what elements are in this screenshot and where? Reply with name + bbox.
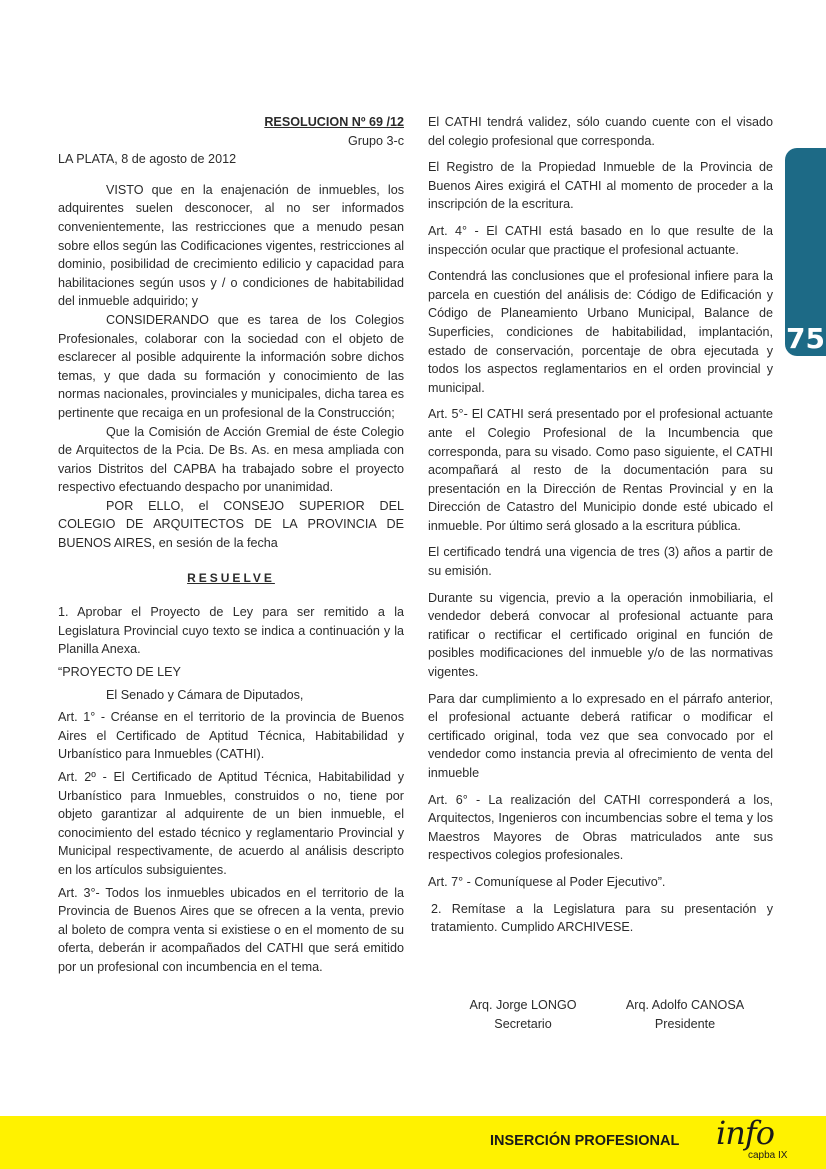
- page-number: 75: [786, 322, 825, 355]
- senado-line: El Senado y Cámara de Diputados,: [106, 687, 304, 702]
- conclusions-paragraph: Contendrá las conclusiones que el profesional infiere para la parcela en cuestión del análisis de: Código de Edificación y Código de Planeamiento Urbano Municipal, Balance de Superficies, condiciones de habitabilidad, implantación, estado de conservación, porcentaje de obra ejecutada y todos los aspectos reglamentarios en el orden provincial y municipal.: [428, 269, 773, 395]
- resolution-title: RESOLUCION Nº 69 /12: [264, 115, 404, 129]
- punto-2: 2. Remítase a la Legislatura para su presentación y tratamiento. Cumplido ARCHIVESE.: [431, 901, 773, 935]
- article-7: Art. 7° - Comuníquese al Poder Ejecutivo”.: [428, 874, 666, 889]
- por-ello-paragraph: POR ELLO, el CONSEJO SUPERIOR DEL COLEGIO DE ARQUITECTOS DE LA PROVINCIA DE BUENOS AIRES, en sesión de la fecha: [58, 498, 404, 551]
- visto-paragraph: VISTO que en la enajenación de inmuebles, los adquirentes suelen desconocer, al no ser informados convenientemente, las restricciones que a menudo pesan sobre ellos según las Codificaciones vigentes, restricciones al dominio, posibilidad de crecimiento edilicio y capacidad para habilitaciones según usos y / o condiciones de habitabilidad del inmueble adquirido; y: [58, 182, 404, 309]
- info-capba-logo: [712, 1114, 812, 1166]
- validity-paragraph: El CATHI tendrá validez, sólo cuando cuente con el visado del colegio profesional que corresponda.: [428, 115, 773, 148]
- que-paragraph: Que la Comisión de Acción Gremial de éste Colegio de Arquitectos de la Pcia. De Bs. As. en mesa ampliada con varios Distritos del CAPBA ha trabajado sobre el proyecto respectivo efectuando despacho por unanimidad.: [58, 424, 404, 495]
- signature-secretary: [448, 996, 598, 1034]
- left-column: [58, 113, 404, 977]
- cumplimiento-paragraph: Para dar cumplimiento a lo expresado en el párrafo anterior, el profesional actuante deberá ratificar o modificar el certificado original, toda vez que sea convocado por el vendedor como instancia previa al ofrecimiento de venta del inmueble: [428, 691, 773, 780]
- punto-1: 1. Aprobar el Proyecto de Ley para ser remitido a la Legislatura Provincial cuyo texto se indica a continuación y la Planilla Anexa.: [58, 605, 404, 657]
- article-4: Art. 4° - El CATHI está basado en lo que resulte de la inspección ocular que practique el profesional actuante.: [428, 223, 773, 257]
- section-label: INSERCIÓN PROFESIONAL: [490, 1133, 680, 1149]
- logo-word: info: [716, 1114, 774, 1152]
- resolution-group: Grupo 3-c: [348, 133, 404, 148]
- article-6: Art. 6° - La realización del CATHI corresponderá a los, Arquitectos, Ingenieros con incumbencias sobre el tema y los Maestros Mayores de Obras matriculados ante sus respectivos colegios profesionales.: [428, 792, 773, 863]
- article-3: Art. 3°- Todos los inmuebles ubicados en el territorio de la Provincia de Buenos Aires que se ofrecen a la venta, previo al boleto de compra venta si existiese o en el momento de su oferta, deberán ir acompañados del CATHI que será emitido por un profesional con incumbencia en el tema.: [58, 885, 404, 974]
- signature-president: [610, 996, 760, 1034]
- signature-name: Arq. Jorge LONGO: [469, 998, 577, 1012]
- resuelve-heading: RESUELVE: [187, 570, 275, 585]
- signature-name: Arq. Adolfo CANOSA: [625, 998, 745, 1012]
- place-date: LA PLATA, 8 de agosto de 2012: [58, 152, 237, 167]
- article-5: Art. 5°- El CATHI será presentado por el profesional actuante ante el Colegio Profesional de la Incumbencia que corresponda, para su visado. Como paso siguiente, el CATHI acompañará al resto de la documentación para su presentación en la Dirección de Rentas Provincial y en la Dirección de Catastro del Municipio donde esté ubicado el inmueble. Por último será glosado a la escritura pública.: [428, 407, 773, 533]
- signature-role: Presidente: [654, 1017, 716, 1031]
- article-2: Art. 2º - El Certificado de Aptitud Técnica, Habitabilidad y Urbanístico para Inmuebles, construidos o no, tiene por objeto garantizar al adquirente de un bien inmueble, el conocimiento del estado técnico y reglamentario Provincial y Municipal respectivamente, de acuerdo al análisis descripto en los artículos subsiguientes.: [58, 770, 404, 877]
- logo-subtitle: capba IX: [748, 1150, 788, 1161]
- signature-role: Secretario: [494, 1017, 552, 1031]
- during-vigencia-paragraph: Durante su vigencia, previo a la operación inmobiliaria, el vendedor deberá convocar al profesional actuante para ratificar o rectificar el certificado original en función de posibles modificaciones del inmueble y/o de las normativas vigentes.: [428, 590, 773, 680]
- right-column: [428, 113, 773, 945]
- article-1: Art. 1° - Créanse en el territorio de la provincia de Buenos Aires el Certificado de Aptitud Técnica, Habitabilidad y Urbanístico para Inmuebles (CATHI).: [58, 710, 404, 762]
- footer-band: [0, 1116, 826, 1169]
- vigencia-paragraph: El certificado tendrá una vigencia de tres (3) años a partir de su emisión.: [428, 545, 773, 579]
- proyecto-de-ley: “PROYECTO DE LEY: [58, 665, 181, 680]
- considerando-paragraph: CONSIDERANDO que es tarea de los Colegios Profesionales, colaborar con la sociedad con el objeto de esclarecer al posible adquirente la información sobre dichos temas, y que dada su formación y conocimiento de las normas nacionales, provinciales y municipales, dicha tarea es pertinente que recaiga en un profesional de la Construcción;: [58, 312, 404, 420]
- registry-paragraph: El Registro de la Propiedad Inmueble de la Provincia de Buenos Aires exigirá el CATHI al momento de proceder a la inscripción de la escritura.: [428, 160, 773, 212]
- page-number-tab: [785, 148, 826, 356]
